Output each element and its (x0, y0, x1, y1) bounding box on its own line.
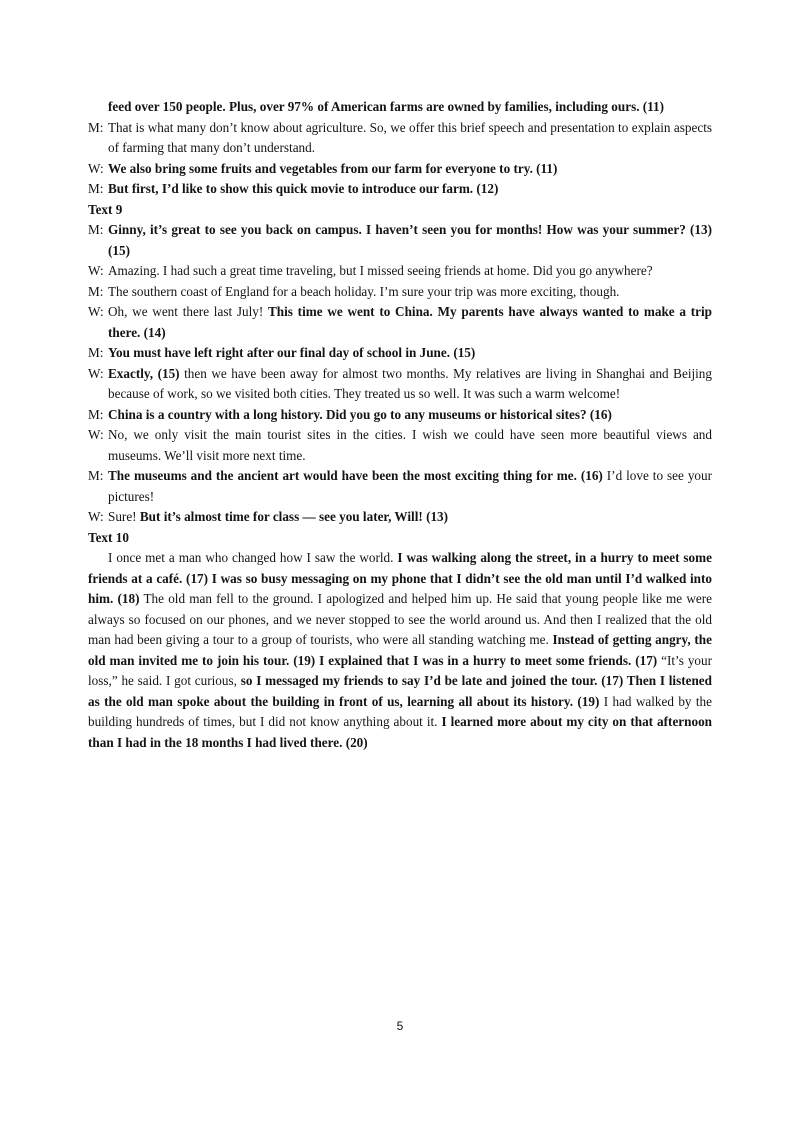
text-segment: I’d love to see your pictures! (108, 468, 712, 504)
speaker-label: M: (88, 406, 104, 422)
speaker-label: M: (88, 468, 104, 483)
speaker-label: M: (88, 283, 104, 299)
dialogue-text (108, 507, 712, 528)
text-segment: feed over 150 people. Plus, over 97% of American farms are owned by families, including ours. (11) (108, 99, 665, 114)
dialogue-line (88, 261, 712, 282)
speaker-label: W: (88, 509, 104, 524)
dialogue-text (108, 364, 712, 405)
text-segment: Exactly, (15) (108, 365, 180, 381)
dialogue-text (108, 466, 712, 507)
dialogue-line (88, 282, 712, 303)
text-segment: No, we only visit the main tourist sites in the cities. I wish we could have seen more beautiful views and museums. We’ll visit more next time. (108, 427, 712, 463)
speaker-label: M: (88, 222, 104, 237)
text-segment: “It’s your loss,” he said. I got curious, (88, 652, 712, 688)
dialogue-line (88, 364, 712, 405)
text-segment: Oh, we went there last July! (108, 304, 268, 319)
dialogue-line (88, 405, 712, 426)
text-segment: I had walked by the building hundreds of times, but I did not know anything about it. (88, 693, 712, 729)
dialogue-line (88, 302, 712, 343)
dialogue-line (88, 118, 712, 159)
dialogue-text (108, 179, 712, 200)
text-segment: so I messaged my friends to say I’d be late and joined the tour. (17) Then I listened as the old man spoke about the building in front of us, learning all about its history. (19) (88, 673, 712, 709)
dialogue-text (108, 118, 712, 159)
dialogue-line (88, 159, 712, 180)
dialogue-line (88, 507, 712, 528)
text-segment: But first, I’d like to show this quick movie to introduce our farm. (12) (108, 181, 499, 196)
dialogue-line (88, 466, 712, 507)
text-segment: Ginny, it’s great to see you back on campus. I haven’t seen you for months! How was your summer? (13) (15) (108, 222, 712, 258)
text-segment: You must have left right after our final day of school in June. (15) (108, 345, 476, 360)
speaker-label: M: (88, 345, 104, 360)
dialogue-text (108, 425, 712, 466)
dialogue-line (88, 343, 712, 364)
text-segment: The museums and the ancient art would have been the most exciting thing for me. (16) (108, 468, 603, 483)
speaker-label: W: (88, 263, 104, 278)
text-segment: We also bring some fruits and vegetables from our farm for everyone to try. (11) (108, 160, 558, 176)
dialogue-text (108, 405, 712, 426)
dialogue-text (108, 302, 712, 343)
speaker-label: W: (88, 160, 104, 176)
transcript-body (88, 97, 712, 753)
speaker-label: M: (88, 119, 104, 135)
dialogue-line (88, 179, 712, 200)
dialogue-text (108, 343, 712, 364)
dialogue-text (108, 261, 712, 282)
page-number: 5 (396, 1019, 404, 1033)
dialogue-line (88, 425, 712, 466)
text-segment: I learned more about my city on that afternoon than I had in the 18 months I had lived there. (20) (88, 714, 713, 750)
text-segment: This time we went to China. My parents have always wanted to make a trip there. (14) (108, 304, 712, 340)
text-segment: The southern coast of England for a beach holiday. I’m sure your trip was more exciting, though. (108, 283, 620, 299)
text-segment: But it’s almost time for class — see you later, Will! (13) (139, 509, 449, 524)
speaker-label: M: (88, 181, 104, 196)
text-segment: Sure! (108, 509, 140, 524)
dialogue-line (88, 220, 712, 261)
dialogue-text (108, 220, 712, 261)
text-segment: I was walking along the street, in a hurry to meet some friends at a café. (17) I was so busy messaging on my phone that I didn’t see the old man until I’d walked into him. (18) (88, 550, 712, 606)
text-segment: Instead of getting angry, the old man invited me to join his tour. (19) I explained that I was in a hurry to meet some friends. (17) (88, 632, 712, 668)
text-segment: I once met a man who changed how I saw the world. (108, 550, 398, 565)
dialogue-continuation (88, 97, 712, 118)
dialogue-text (108, 282, 712, 303)
text-segment: then we have been away for almost two months. My relatives are living in Shanghai and Beijing because of work, so we visited both cities. They treated us so well. It was such a warm welcome! (108, 365, 712, 401)
text-segment: Amazing. I had such a great time traveling, but I missed seeing friends at home. Did you go anywhere? (108, 263, 653, 278)
text-segment: The old man fell to the ground. I apologized and helped him up. He said that young people like me were always so focused on our phones, and we never stopped to see the world around us. And then I realized that the old man had been giving a tour to a group of tourists, who were all standing watching me. (88, 591, 712, 647)
speaker-label: W: (88, 365, 104, 381)
section-heading: Text 10 (88, 529, 129, 545)
narrative-paragraph (88, 548, 712, 753)
text-segment: China is a country with a long history. Did you go to any museums or historical sites? (16) (108, 406, 612, 422)
speaker-label: W: (88, 427, 104, 442)
section-heading: Text 9 (88, 201, 123, 217)
dialogue-text (108, 159, 712, 180)
text-segment: That is what many don’t know about agriculture. So, we offer this brief speech and presentation to explain aspects of farming that many don’t understand. (108, 119, 712, 155)
speaker-label: W: (88, 304, 104, 319)
